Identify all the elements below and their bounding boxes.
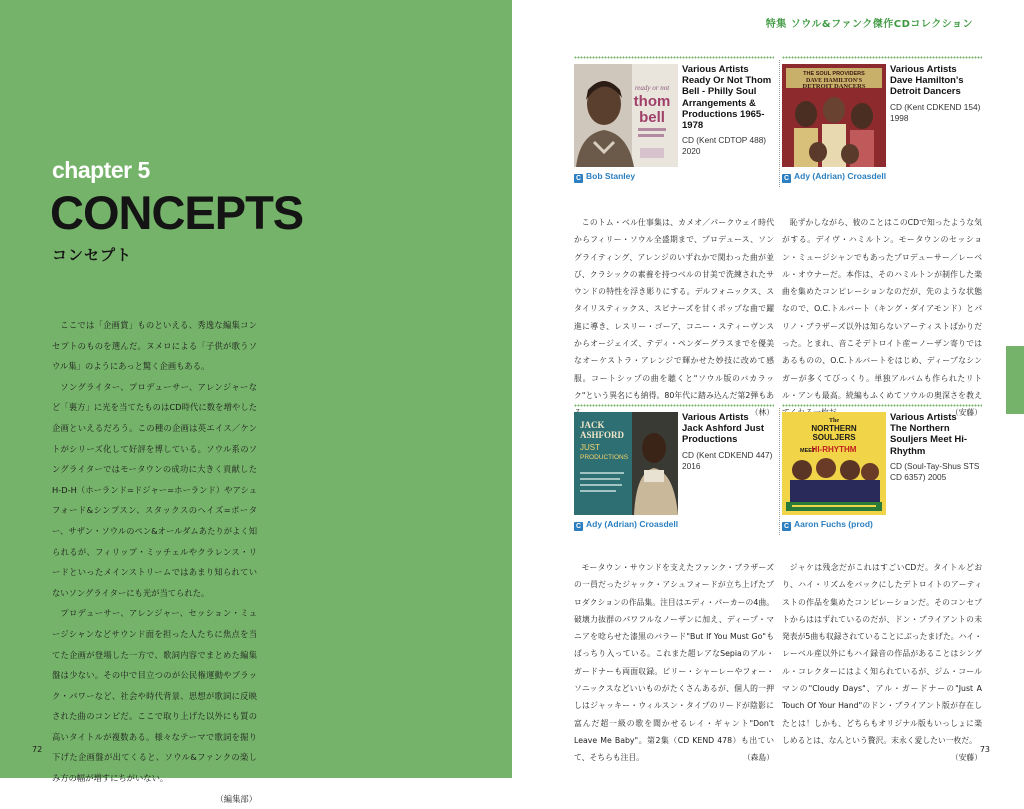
chapter-title-japanese: コンセプト (52, 246, 133, 264)
album-cover-art (782, 412, 886, 515)
credit-name: Bob Stanley (586, 171, 636, 181)
photo-credit (782, 171, 886, 183)
column-divider (779, 60, 780, 187)
card-divider (574, 404, 774, 407)
cover-text: JACK (580, 420, 605, 430)
record-review (574, 214, 774, 422)
record-artist: Various Artists (890, 412, 957, 423)
review-signature: （安藤） (950, 408, 982, 418)
card-divider (574, 56, 774, 59)
record-title: Dave Hamilton's Detroit Dancers (890, 75, 964, 98)
cover-text: bell (639, 109, 665, 126)
intro-paragraph (52, 603, 257, 809)
review-signature: （林） (750, 408, 774, 418)
record-artist: Various Artists (682, 412, 749, 423)
intro-paragraph: ソングライター、プロデューサー、アレンジャーなど「裏方」に光を当てたものはCD時代に数を増やした企画といえるだろう。この種の企画は英エイス／ケントがシリーズ化して好評を博している。ソウル系のソングライターではモータウンの成功に大きく貢献したH-D-H（ホーランド=ドジャー=ホーランド）やアシュフォード&シンプスン、スタックスのヘイズ=ポーター、サザン・ソウルのペン&オールダムあたりがよく知られるが、フィリップ・ミッチェルやクラレンス・リードといったメインストリームではあまり知られていないソングライターにも光が当てられた。 (52, 381, 257, 598)
record-title: The Northern Souljers Meet Hi-Rhythm (890, 423, 968, 457)
review-text: モータウン・サウンドを支えたファンク・ブラザーズの一員だったジャック・アシュフォードが立ち上げたプロダクションの作品集。注目はエディ・パーカーの4曲。破壊力抜群のパワフルなノーザンに加え、ディープ・マニアを唸らせた漆黒のバラード"But If You Must Go"もばっちり入っている。これまた超レアなSepiaのアル・ガードナーも両面収録。ビリー・シャーレーやフォー・ソニックスなどいいものがたくさんあるが、個人的一押しはジャッキー・ウィルスン・タイプのリードが陰影に富んだ超一級の歌を聞かせるレイ・ギャント"Don't Leave Me Baby"。第2集（CD KEND 478）も出ていて、そちらも注目。 (574, 563, 774, 763)
review-text: このトム・ベル仕事集は、カメオ／パークウェイ時代からフィリー・ソウル全盛期まで、プロデュース、ソングライティング、アレンジのいずれかで関わった曲が並び、クラシックの素養を持つベルの甘美で洗練されたサウンドの特性を浮き彫りにする。デルフォニックス、スタイリスティックス、スピナーズを甘くポップな曲で躍進に導き、レスリー・ゴーア、コニー・スティーヴンスからオージェイズ、テディ・ペンダーグラスまでを優美なオーケストラ・アレンジで輝かせた妙技に改めて感服。コートシップの曲を聴くと"ソウル版のバカラック"という異名にも納得。80年代に踏み込んだ第2弾もあ (574, 218, 774, 400)
cover-text: ready or not (634, 84, 670, 92)
credit-name: Ady (Adrian) Croasdell (586, 519, 679, 529)
record-review (574, 559, 774, 767)
cover-text: HI-RHYTHM (811, 445, 857, 454)
thumb-index-tab (1006, 346, 1024, 414)
card-divider (782, 404, 982, 407)
review-text: ジャケは残念だがこれはすごいCDだ。タイトルどおり、ハイ・リズムをバックにしたデトロイトのアーティストの作品を集めたコンピレーションだ。そのコンセプトからははずれているのだが、ドン・ブライアントの未発表が5曲も収録されていることにぶったまげた。ハイ・レーベル産以外にもハイ録音の作品があることはシングル・コレクターにはよく知られているが、ジム・コールマンの"Cloudy Days"、アル・ガードナーの"Just A Touch Of Your Hand"のドン・ブライアント版が存在したとは！しかも、どちらもオリジナル版もいっしょに楽しめるとは、なんという贅沢。末永く愛したい一枚だ。 (782, 563, 982, 745)
photo-credit (574, 519, 678, 531)
page-number: 73 (979, 745, 990, 754)
cover-text: The (828, 418, 840, 424)
cover-text: thom (633, 93, 671, 110)
record-review (782, 214, 982, 422)
review-signature: （安藤） (950, 753, 982, 763)
album-cover (782, 412, 886, 515)
album-cover (782, 64, 886, 167)
album-cover-art (782, 64, 886, 167)
intro-text (52, 315, 257, 809)
copyright-icon: C (575, 175, 582, 182)
record-artist: Various Artists (682, 64, 749, 75)
cover-text: NORTHERN (811, 424, 857, 433)
photo-credit (574, 171, 635, 183)
intro-paragraph: ここでは「企画賞」ものといえる、秀逸な編集コンセプトのものを選んだ。ヌメロによる「子供が歌うソウル集」のようにあっと驚く企画もある。 (52, 320, 257, 372)
chapter-label: chapter 5 (52, 157, 150, 183)
credit-name: Aaron Fuchs (prod) (794, 519, 873, 529)
card-divider (782, 56, 982, 59)
record-catalog: CD (Kent CDTOP 488) 2020 (682, 135, 767, 157)
intro-signature: （編集部） (215, 793, 257, 804)
left-page (0, 0, 512, 804)
record-review (782, 559, 982, 767)
running-head: 特集 ソウル&ファンク傑作CDコレクション (765, 19, 973, 30)
cover-text: JUST (580, 443, 600, 452)
chapter-title: CONCEPTS (50, 186, 304, 239)
cover-text: DAVE HAMILTON'S (805, 78, 863, 84)
record-info (890, 412, 983, 483)
album-cover-art (574, 412, 678, 515)
cover-text: PRODUCTIONS (580, 454, 629, 461)
album-cover (574, 64, 678, 167)
review-signature: （森島） (742, 753, 774, 763)
cover-text: DETROIT DANCERS (802, 83, 866, 90)
credit-name: Ady (Adrian) Croasdell (794, 171, 887, 181)
copyright-icon: C (783, 523, 790, 530)
record-title: Jack Ashford Just Productions (682, 423, 765, 446)
record-catalog: CD (Kent CDKEND 447) 2016 (682, 449, 773, 471)
record-catalog: CD (Kent CDKEND 154) 1998 (890, 101, 981, 123)
record-info (682, 64, 775, 158)
cover-text: MEET (800, 448, 816, 454)
record-info (890, 64, 983, 124)
record-info (682, 412, 775, 472)
page-number: 72 (32, 745, 43, 754)
album-cover (574, 412, 678, 515)
record-title: Ready Or Not Thom Bell - Philly Soul Arrangements & Productions 1965-1978 (682, 75, 772, 132)
intro-paragraph-text: プロデューサー、アレンジャー、セッション・ミュージシャンなどサウンド面を担った人たちに焦点を当てた企画が登場した一方で、歌詞内容でまとめた編集盤は少ない。その中で目立つのが公民権運動やブラック・パワーなど、社会や時代背景、思想が歌詞に反映された曲のコンピだ。ここで取り上げた以外にも質の高いタイトルが複数ある。様々なテーマで歌詞を掘り下げた企画盤が出てくると、ソウル&ファンクの楽しみ方の幅が増すにちがいない。 (52, 608, 257, 784)
review-text: 恥ずかしながら、彼のことはこのCDで知ったような気がする。デイヴ・ハミルトン。モータウンのセッション・ミュージシャンでもあったプロデューサー／レーベル・オウナーだ。本作は、そのハミルトンが制作した楽曲を集めたコンピレーションなのだが、先のような状態なので、O.C.トルバート（キング・ダイアモンド）とパリノ・ブラザーズ以外は知らないアーティストばかりだった。とまれ、音こそデトロイト産＝ノーザン寄りではあるものの、O.C.トルバートをはじめ、ディープなシンガーが多くてびっくり。単独アルバムも作られたリトル・アンも最高。続編もふくめてソウルの奥深さを教え (782, 218, 982, 400)
record-catalog: CD (Soul-Tay-Shus STS CD 6357) 2005 (890, 460, 980, 483)
cover-text: SOULJERS (812, 433, 856, 442)
copyright-icon: C (575, 523, 582, 530)
photo-credit (782, 519, 873, 531)
column-divider (779, 408, 780, 535)
copyright-icon: C (783, 175, 790, 182)
album-cover-art (574, 64, 678, 167)
cover-text: THE SOUL PROVIDERS (803, 71, 865, 77)
record-artist: Various Artists (890, 64, 957, 75)
cover-text: ASHFORD (580, 430, 625, 440)
